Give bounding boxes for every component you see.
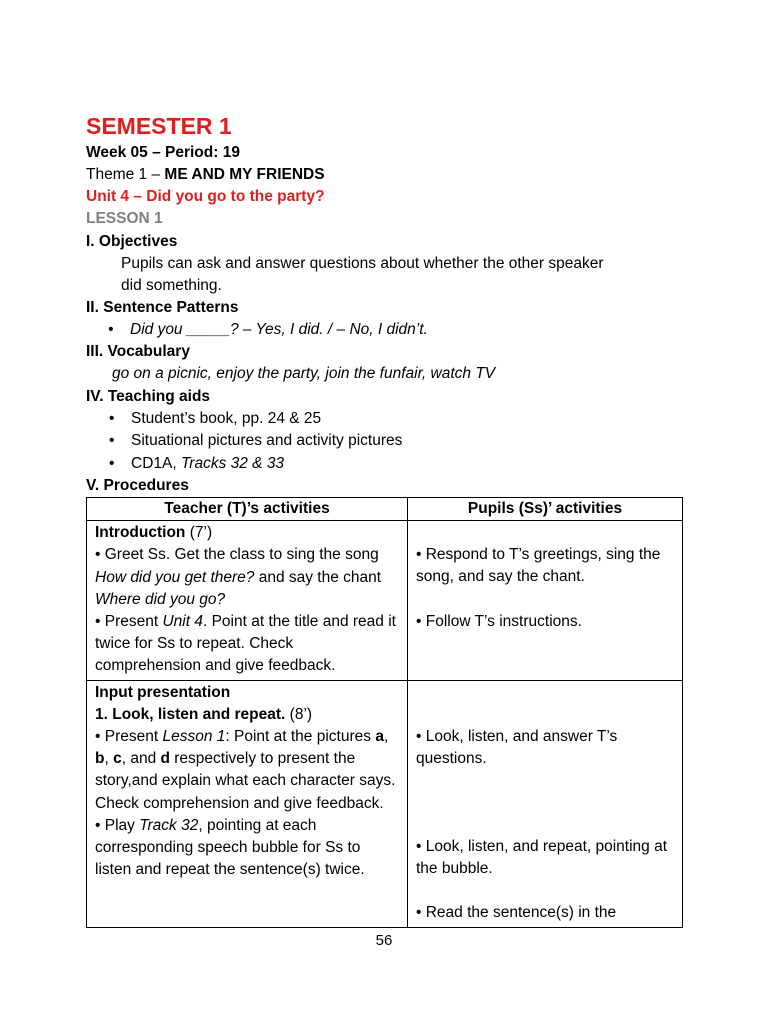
input-t1-text-d: respectively to present the story,and explain what each character says. Check comprehension and give feedback. <box>95 750 396 812</box>
intro-title: Introduction <box>95 524 186 542</box>
aids-item-1-text: Student’s book, pp. 24 & 25 <box>131 410 322 427</box>
spacer <box>416 814 674 836</box>
theme-line <box>86 165 325 185</box>
input-pupils-step-3: • Read the sentence(s) in the <box>416 904 617 922</box>
picture-a-label: a <box>375 728 384 746</box>
intro-pupils-cell <box>408 521 683 680</box>
intro-teacher-step-1 <box>95 544 399 611</box>
intro-pupils-step-2: • Follow T’s instructions. <box>416 612 582 630</box>
input-t1-lesson: Lesson 1 <box>162 728 226 746</box>
theme-prefix: Theme 1 – <box>86 166 165 183</box>
input-subtitle: 1. Look, listen and repeat. <box>95 705 286 723</box>
bullet-icon: • <box>109 455 115 472</box>
input-t2-track: Track 32 <box>139 816 199 834</box>
input-t1-text-b: : Point at the pictures <box>225 728 376 746</box>
intro-teacher-cell <box>87 521 408 680</box>
picture-d-label: d <box>160 750 170 768</box>
procedures-table <box>86 497 683 928</box>
bullet-icon: • <box>109 432 115 449</box>
aids-item-1 <box>109 409 321 429</box>
separator: , and <box>121 750 161 768</box>
objectives-heading: I. Objectives <box>86 233 178 250</box>
semester-title: SEMESTER 1 <box>86 113 232 139</box>
table-row-input-presentation <box>87 680 683 927</box>
pupils-column-header: Pupils (Ss)’ activities <box>408 498 683 521</box>
spacer <box>416 880 674 902</box>
objectives-line-1: Pupils can ask and answer questions about whether the other speaker <box>121 255 604 272</box>
intro-t1-chant: Where did you go? <box>95 590 226 608</box>
procedures-heading: V. Procedures <box>86 477 189 494</box>
bullet-icon: • <box>109 410 115 427</box>
pattern-text: Did you _____? – Yes, I did. / – No, I didn’t. <box>130 321 428 338</box>
input-title: Input presentation <box>95 683 231 701</box>
input-teacher-cell <box>87 680 408 927</box>
page-number: 56 <box>375 932 393 949</box>
intro-t1-text-b: and say the chant <box>254 568 382 586</box>
objectives-line-2: did something. <box>121 277 222 294</box>
bullet-icon: • <box>108 321 114 338</box>
vocabulary-text: go on a picnic, enjoy the party, join the funfair, watch TV <box>112 365 496 382</box>
separator: , <box>383 728 389 746</box>
spacer <box>416 522 674 544</box>
input-teacher-step-2 <box>95 815 399 882</box>
teacher-column-header: Teacher (T)’s activities <box>87 498 408 521</box>
spacer <box>416 770 674 792</box>
intro-title-line <box>95 522 399 544</box>
intro-t1-song: How did you get there? <box>95 568 255 586</box>
input-t2-text: • Play <box>95 816 140 834</box>
aids-item-3-text: CD1A, <box>131 455 181 472</box>
input-pupils-cell <box>408 680 683 927</box>
input-time: (8’) <box>285 705 313 723</box>
input-pupils-step-2: • Look, listen, and repeat, pointing at the bubble. <box>416 838 668 878</box>
input-pupils-step-1: • Look, listen, and answer T’s questions. <box>416 727 618 767</box>
input-t1-text: • Present <box>95 728 163 746</box>
pattern-item <box>108 320 428 340</box>
aids-heading: IV. Teaching aids <box>86 388 211 405</box>
input-teacher-step-1 <box>95 726 399 815</box>
picture-b-label: b <box>95 750 105 768</box>
spacer <box>416 704 674 726</box>
intro-t2-text: • Present <box>95 613 163 631</box>
lesson-label: LESSON 1 <box>86 210 163 227</box>
aids-item-3 <box>109 454 284 474</box>
intro-teacher-step-2 <box>95 611 399 678</box>
separator: , <box>104 750 114 768</box>
spacer <box>416 682 674 704</box>
intro-time: (7’) <box>185 524 213 542</box>
theme-name: ME AND MY FRIENDS <box>164 166 325 183</box>
spacer <box>416 589 674 611</box>
vocabulary-heading: III. Vocabulary <box>86 343 190 360</box>
aids-item-3-tracks: Tracks 32 & 33 <box>180 455 285 472</box>
intro-t2-unit: Unit 4 <box>162 613 203 631</box>
intro-t2-text-b: . Point at the title and read it twice for Ss to repeat. Check comprehension and give feedback. <box>95 613 396 675</box>
spacer <box>416 792 674 814</box>
aids-item-2-text: Situational pictures and activity pictures <box>131 432 403 449</box>
patterns-heading: II. Sentence Patterns <box>86 299 239 316</box>
input-t2-text-b: , pointing at each corresponding speech bubble for Ss to listen and repeat the sentence(s) twice. <box>95 816 365 879</box>
unit-title: Unit 4 – Did you go to the party? <box>86 188 325 205</box>
intro-t1-text: • Greet Ss. Get the class to sing the song <box>95 546 379 564</box>
intro-pupils-step-1: • Respond to T’s greetings, sing the song, and say the chant. <box>416 546 661 586</box>
aids-item-2 <box>109 431 402 451</box>
input-subtitle-line <box>95 704 399 726</box>
table-row-introduction <box>87 521 683 680</box>
week-period: Week 05 – Period: 19 <box>86 144 240 161</box>
table-header-row <box>87 498 683 521</box>
picture-c-label: c <box>113 750 122 768</box>
